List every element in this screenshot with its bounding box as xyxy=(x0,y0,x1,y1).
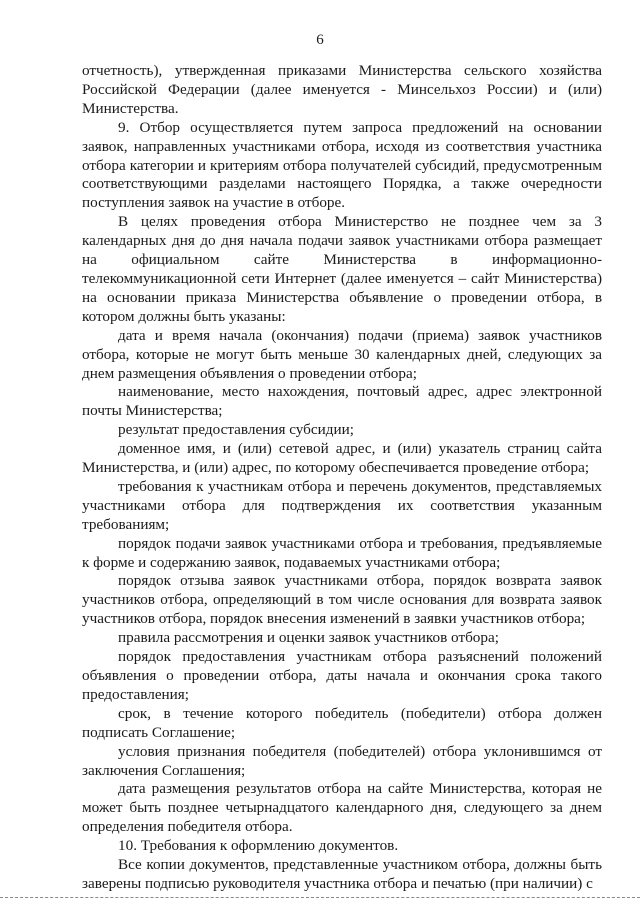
list-item: условия признания победителя (победителей) отбора уклонившимся от заключения Соглашения; xyxy=(82,742,602,779)
document-body xyxy=(82,62,602,894)
list-item: дата и время начала (окончания) подачи (приема) заявок участников отбора, которые не могут быть меньше 30 календарных дней, следующих за днем размещения объявления о проведении отбора; xyxy=(82,326,602,382)
paragraph-announcement: В целях проведения отбора Министерство не позднее чем за 3 календарных дня до дня начала подачи заявок участниками отбора размещает на официальном сайте Министерства в информационно-телекоммуникационной сети Интернет (далее именуется – сайт Министерства) на основании приказа Министерства объявление о проведении отбора, в котором должны быть указаны: xyxy=(82,213,602,325)
list-item: доменное имя, и (или) сетевой адрес, и (или) указатель страниц сайта Министерства, и (или) адрес, по которому обеспечивается проведение отбора; xyxy=(82,440,602,477)
list-item: порядок отзыва заявок участниками отбора, порядок возврата заявок участников отбора, определяющий в том числе основания для возврата заявок участников отбора, порядок внесения изменений в заявки участников отбора; xyxy=(82,572,602,628)
list-item: дата размещения результатов отбора на сайте Министерства, которая не может быть позднее четырнадцатого календарного дня, следующего за днем определения победителя отбора. xyxy=(82,780,602,836)
paragraph-continuation: отчетность), утвержденная приказами Министерства сельского хозяйства Российской Федерации (далее именуется - Минсельхоз России) и (или) Министерства. xyxy=(82,62,602,117)
page-number: 6 xyxy=(316,32,324,48)
list-item: наименование, место нахождения, почтовый адрес, адрес электронной почты Министерства; xyxy=(82,383,602,420)
list-item: требования к участникам отбора и перечень документов, представляемых участниками отбора для подтверждения их соответствия указанным требованиям; xyxy=(82,477,602,533)
paragraph-item-10: 10. Требования к оформлению документов. xyxy=(118,837,399,855)
page-bottom-edge xyxy=(0,897,640,898)
list-item: срок, в течение которого победитель (победители) отбора должен подписать Соглашение; xyxy=(82,704,602,741)
list-item: результат предоставления субсидии; xyxy=(118,421,354,439)
paragraph-copies: Все копии документов, представленные участником отбора, должны быть заверены подписью руководителя участника отбора и печатью (при наличии) с xyxy=(82,856,602,892)
list-item: порядок предоставления участникам отбора разъяснений положений объявления о проведении отбора, даты начала и окончания срока такого предоставления; xyxy=(82,648,602,703)
list-item: правила рассмотрения и оценки заявок участников отбора; xyxy=(118,629,499,647)
paragraph-item-9: 9. Отбор осуществляется путем запроса предложений на основании заявок, направленных участниками отбора, исходя из соответствия участника отбора категории и критериям отбора получателей субсидий, предусмотренным соответствующими разделами настоящего Порядка, а также очередности поступления заявок на участие в отборе. xyxy=(82,118,602,212)
list-item: порядок подачи заявок участниками отбора и требования, предъявляемые к форме и содержанию заявок, подаваемых участниками отбора; xyxy=(82,534,602,571)
